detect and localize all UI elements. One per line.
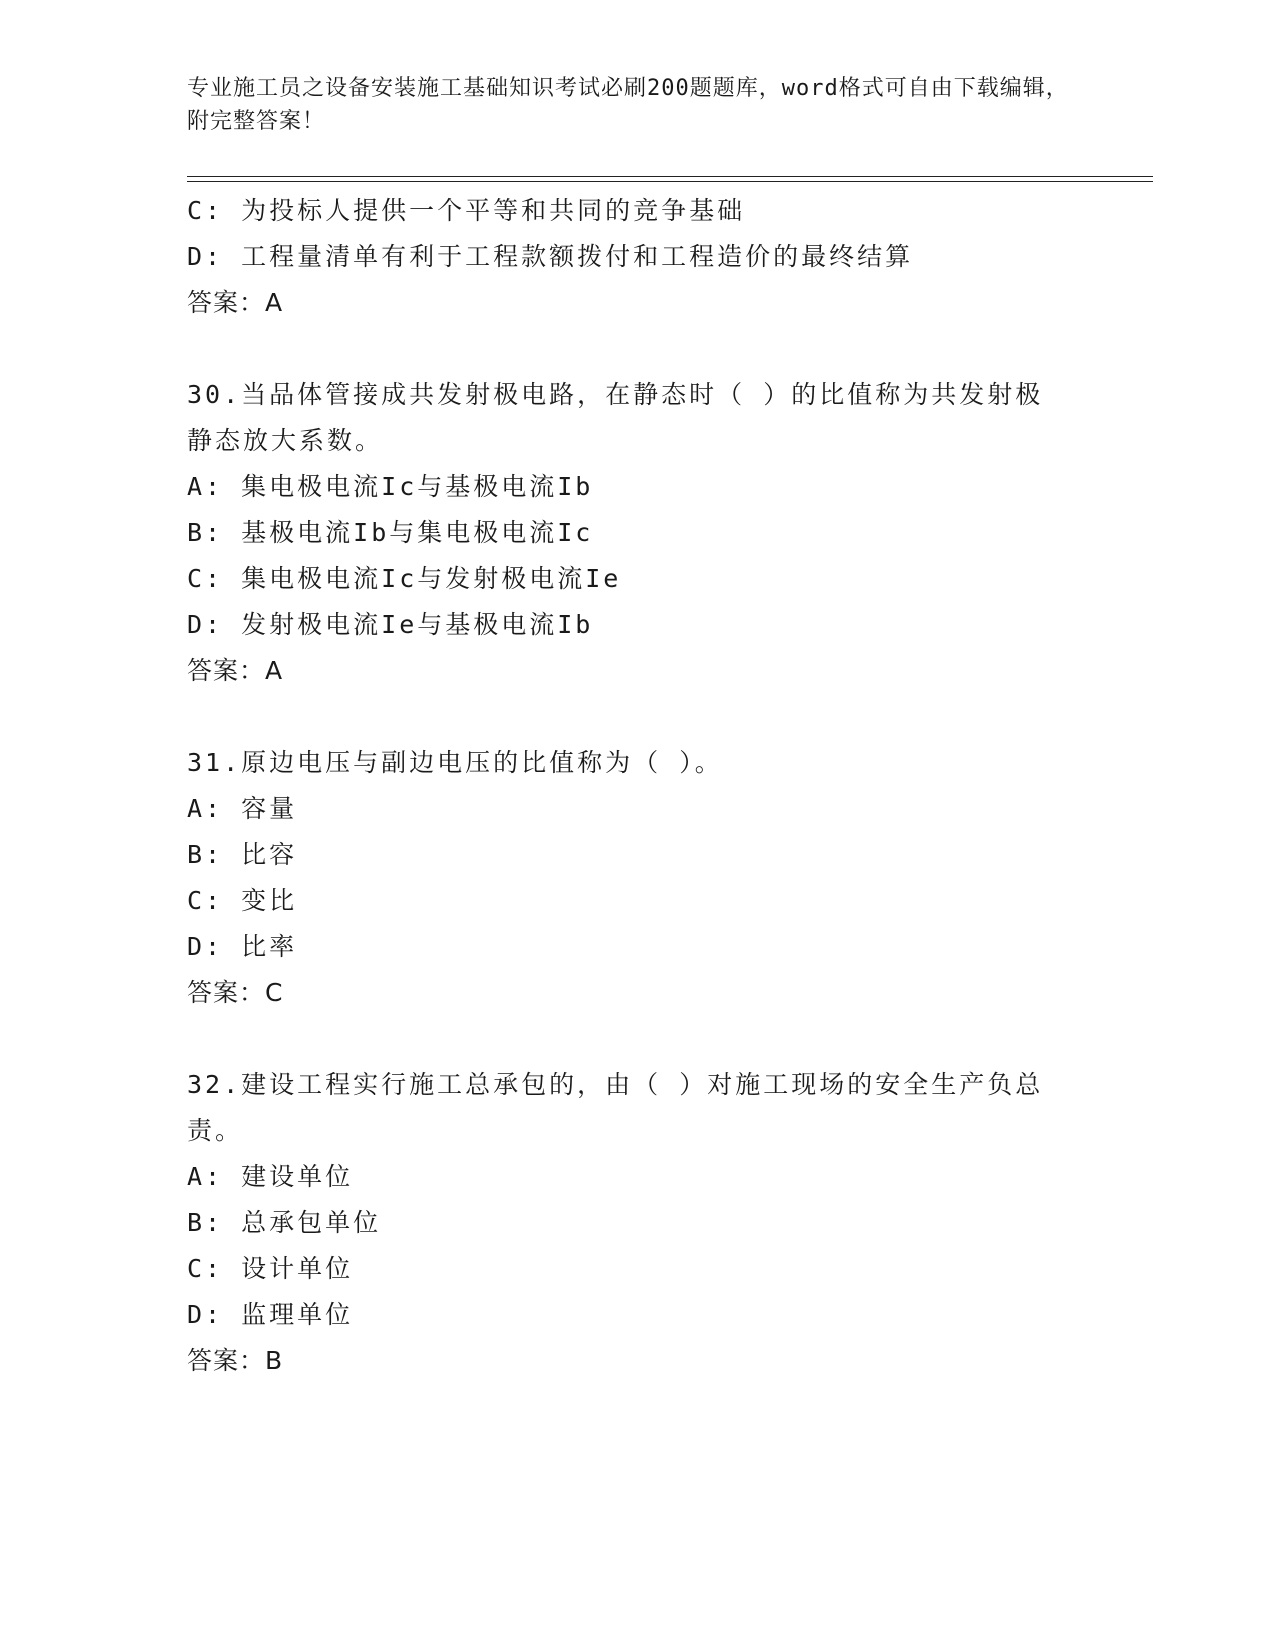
option-b: B: 总承包单位: [187, 1208, 382, 1237]
answer-line: 答案：A: [187, 656, 284, 685]
option-d: D: 发射极电流Ie与基极电流Ib: [187, 610, 594, 639]
spacer: [187, 694, 1067, 740]
document-title: 专业施工员之设备安装施工基础知识考试必刷200题题库，word格式可自由下载编辑，附完整答案！: [187, 76, 1069, 134]
option-c: C: 为投标人提供一个平等和共同的竞争基础: [187, 196, 746, 225]
previous-question-tail: [187, 188, 1067, 326]
spacer: [187, 1016, 1067, 1062]
document-header: [187, 72, 1087, 138]
option-d: D: 监理单位: [187, 1300, 354, 1329]
header-divider-bottom: [187, 181, 1153, 182]
option-d: D: 比率: [187, 932, 298, 961]
option-c: C: 集电极电流Ic与发射极电流Ie: [187, 564, 622, 593]
question-content: [187, 188, 1067, 1384]
option-b: B: 比容: [187, 840, 298, 869]
option-a: A: 容量: [187, 794, 298, 823]
option-a: A: 集电极电流Ic与基极电流Ib: [187, 472, 594, 501]
answer-line: 答案：B: [187, 1346, 284, 1375]
spacer: [187, 326, 1067, 372]
question-text: 31.原边电压与副边电压的比值称为（ ）。: [187, 748, 723, 777]
option-d: D: 工程量清单有利于工程款额拨付和工程造价的最终结算: [187, 242, 914, 271]
question-block-30: [187, 372, 1067, 694]
answer-line: 答案：A: [187, 288, 284, 317]
option-b: B: 基极电流Ib与集电极电流Ic: [187, 518, 594, 547]
question-text: 30.当品体管接成共发射极电路，在静态时（ ）的比值称为共发射极静态放大系数。: [187, 380, 1044, 455]
header-divider-top: [187, 176, 1153, 177]
question-block-32: [187, 1062, 1067, 1384]
option-c: C: 设计单位: [187, 1254, 354, 1283]
question-text: 32.建设工程实行施工总承包的，由（ ）对施工现场的安全生产负总责。: [187, 1070, 1044, 1145]
answer-line: 答案：C: [187, 978, 284, 1007]
question-block-31: [187, 740, 1067, 1016]
option-c: C: 变比: [187, 886, 298, 915]
option-a: A: 建设单位: [187, 1162, 354, 1191]
